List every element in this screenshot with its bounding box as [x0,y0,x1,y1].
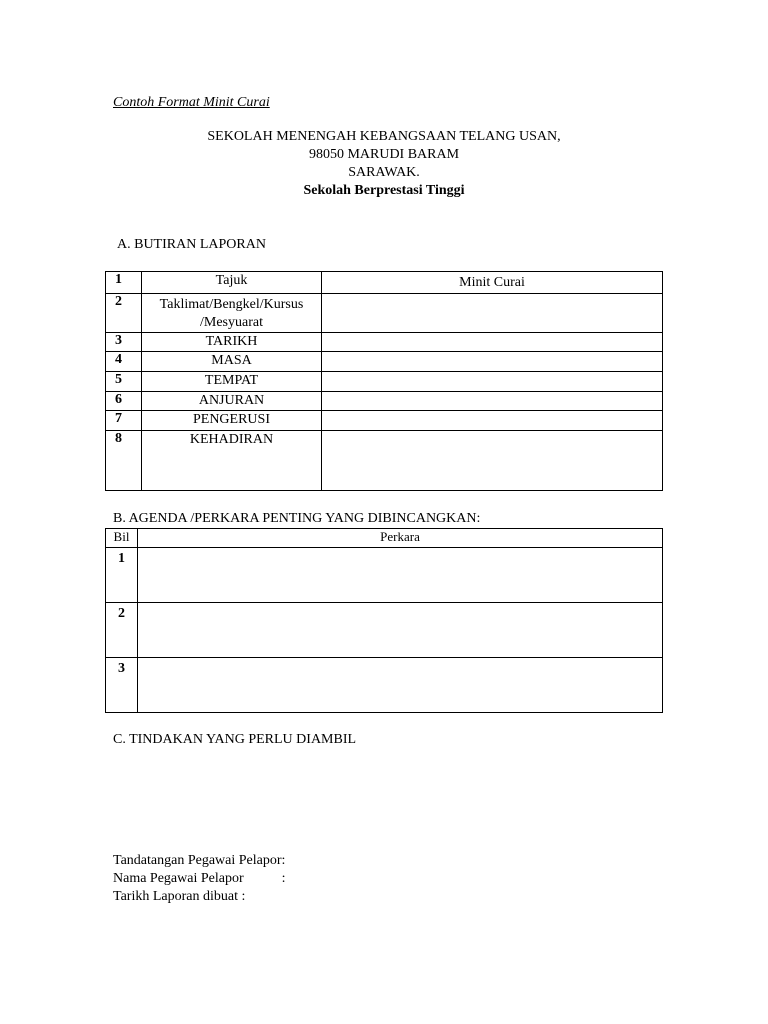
row-label: PENGERUSI [142,411,322,431]
name-label: Nama Pegawai Pelapor [113,871,244,886]
row-label: TARIKH [142,333,322,352]
school-header [0,128,768,200]
school-state: SARAWAK. [348,165,420,180]
butiran-laporan-table [105,271,663,491]
section-c-title: C. TINDAKAN YANG PERLU DIAMBIL [113,732,357,747]
school-address: 98050 MARUDI BARAM [308,147,460,162]
row-number: 1 [106,548,138,603]
row-number: 2 [106,294,142,333]
agenda-table [105,528,663,713]
row-label-line: Taklimat/Bengkel/Kursus [159,297,304,312]
row-value-cell[interactable] [138,658,663,713]
row-number: 1 [106,272,142,294]
row-number: 3 [106,333,142,352]
column-header-bil: Bil [106,529,138,548]
row-value-cell[interactable] [322,333,663,352]
row-value-cell[interactable] [322,411,663,431]
table-row [106,548,663,603]
table-row [106,529,663,548]
date-label: Tarikh Laporan dibuat : [113,889,246,904]
row-value-cell[interactable] [322,294,663,333]
section-a-title: A. BUTIRAN LAPORAN [117,237,266,252]
row-number: 6 [106,392,142,411]
table-row [106,431,663,491]
row-number: 4 [106,352,142,372]
row-number: 3 [106,658,138,713]
name-colon: : [281,871,286,886]
column-header-tajuk: Tajuk [142,272,322,294]
row-value-cell[interactable] [138,603,663,658]
row-value-cell[interactable] [138,548,663,603]
row-label: MASA [142,352,322,372]
school-name: SEKOLAH MENENGAH KEBANGSAAN TELANG USAN, [207,129,561,144]
school-motto: Sekolah Berprestasi Tinggi [303,183,465,198]
row-value-cell[interactable] [322,392,663,411]
section-b-title: B. AGENDA /PERKARA PENTING YANG DIBINCANGKAN: [113,511,481,526]
signature-label: Tandatangan Pegawai Pelapor: [113,853,286,868]
row-value-cell[interactable] [322,352,663,372]
table-row [106,272,663,294]
table-row [106,352,663,372]
table-row [106,603,663,658]
row-label: ANJURAN [142,392,322,411]
table-row [106,372,663,392]
row-number: 5 [106,372,142,392]
row-number: 8 [106,431,142,491]
row-label: KEHADIRAN [142,431,322,491]
table-row [106,333,663,352]
table-row [106,658,663,713]
row-value-cell[interactable] [322,372,663,392]
row-number: 2 [106,603,138,658]
row-label [142,294,322,333]
row-label-line: /Mesyuarat [200,315,263,330]
row-number: 7 [106,411,142,431]
row-value-cell[interactable] [322,431,663,491]
signature-block [113,852,286,906]
table-row [106,392,663,411]
table-row [106,294,663,333]
name-line [113,870,286,888]
column-header-minit-curai: Minit Curai [322,272,663,294]
document-label: Contoh Format Minit Curai [113,95,270,110]
row-label: TEMPAT [142,372,322,392]
table-row [106,411,663,431]
column-header-perkara: Perkara [138,529,663,548]
